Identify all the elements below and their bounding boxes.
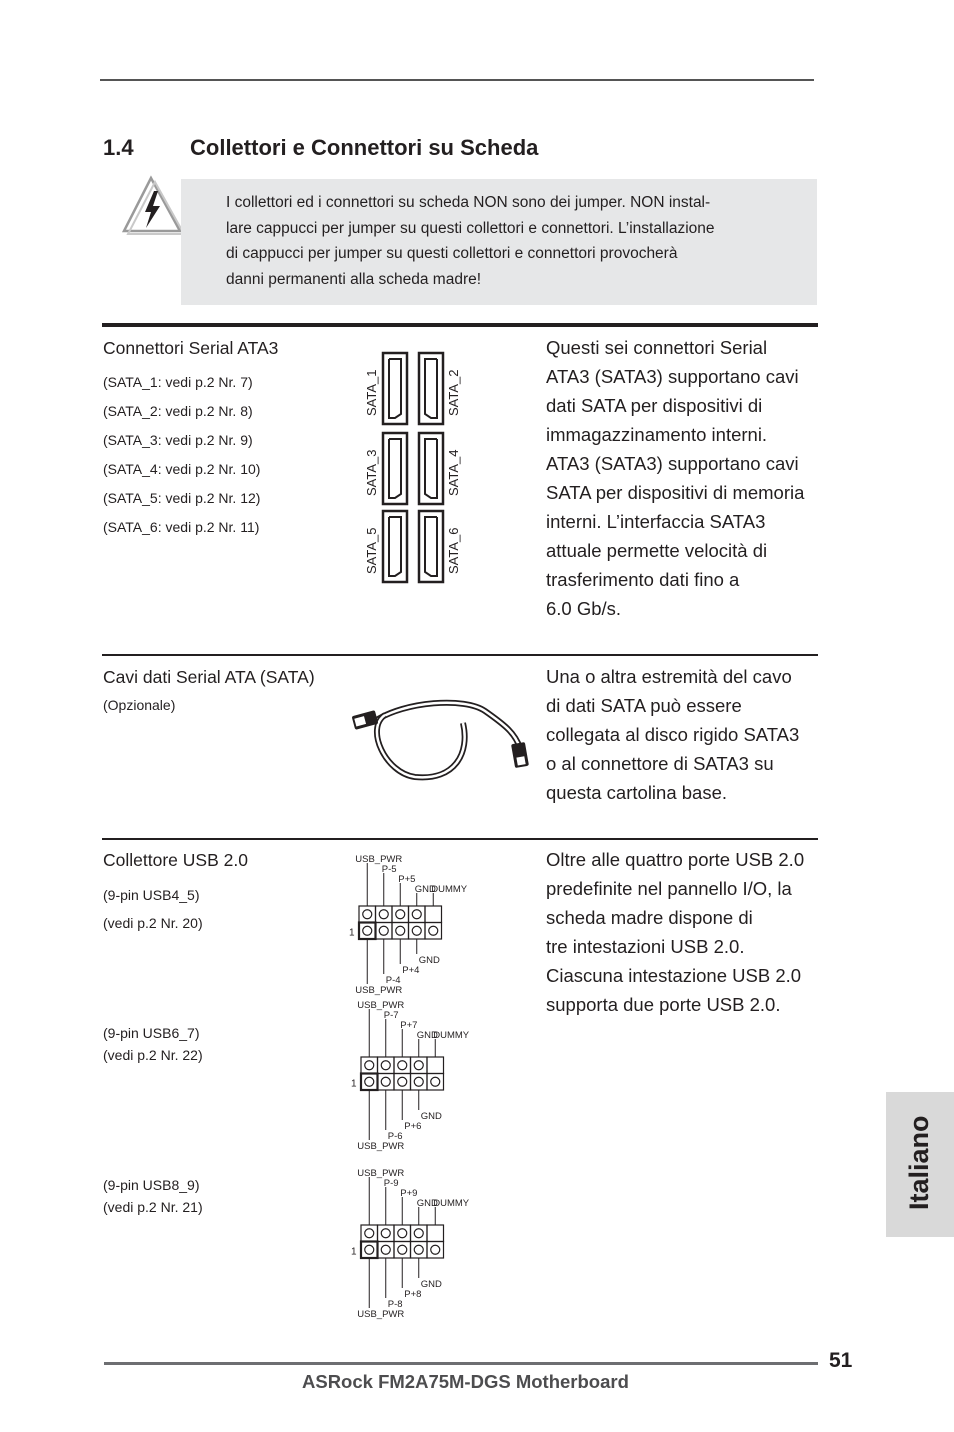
sata-ref: (SATA_6: vedi p.2 Nr. 11) — [103, 519, 260, 535]
usb-pin — [398, 1229, 407, 1238]
usb-pin-cell — [376, 923, 393, 940]
usb-pin-label: P+8 — [404, 1289, 422, 1300]
usb-pin-label: DUMMY — [433, 1030, 470, 1041]
usb-pin-cell — [361, 1057, 378, 1074]
sata-description — [546, 333, 826, 623]
usb-ref: (9-pin USB6_7) — [103, 1025, 200, 1041]
usb-pin1-label: 1 — [349, 927, 355, 939]
usb-pin1-marker — [361, 1242, 378, 1259]
usb-pin-cell — [411, 1242, 428, 1259]
usb-pin — [414, 1077, 423, 1086]
page-number: 51 — [829, 1349, 853, 1372]
section-number: 1.4 — [103, 135, 134, 160]
usb-pin-label: USB_PWR — [357, 1309, 405, 1320]
sata-desc-line: Questi sei connettori Serial — [546, 337, 768, 358]
sata-refs — [103, 368, 260, 542]
usb-header-diagram-1 — [343, 854, 478, 996]
cable-desc-line: questa cartolina base. — [546, 782, 728, 803]
usb-pin-cell — [376, 906, 393, 923]
usb-pin-label: P+4 — [402, 965, 420, 976]
usb-pin-label: P-6 — [387, 1131, 403, 1142]
usb-pin-label: P-9 — [383, 1178, 399, 1189]
usb-pin-cell — [425, 906, 442, 923]
usb-pin-label: P-4 — [385, 975, 401, 986]
sata-ref: (SATA_2: vedi p.2 Nr. 8) — [103, 403, 253, 419]
usb-desc-line: supporta due porte USB 2.0. — [546, 994, 781, 1015]
usb-pin — [412, 926, 421, 935]
usb-pin-label: USB_PWR — [357, 1141, 405, 1152]
usb-pin-label: USB_PWR — [355, 985, 403, 996]
usb-pin — [379, 926, 388, 935]
usb-pin-cell — [427, 1242, 444, 1259]
warning-line: I collettori ed i connettori su scheda NON sono dei jumper. NON instal- — [226, 194, 711, 211]
usb-pin — [412, 910, 421, 919]
usb-pin — [398, 1061, 407, 1070]
usb-pin-label: DUMMY — [431, 884, 468, 895]
usb-ref: (vedi p.2 Nr. 21) — [103, 1199, 203, 1215]
usb-pin — [414, 1229, 423, 1238]
usb-pin — [365, 1077, 374, 1086]
sata-cable-image — [345, 693, 535, 785]
usb-pin-cell — [378, 1057, 395, 1074]
sata-ref: (SATA_4: vedi p.2 Nr. 10) — [103, 461, 261, 477]
usb-pin-cell — [359, 906, 376, 923]
usb-pin1-label: 1 — [351, 1078, 357, 1090]
sata-desc-line: immagazzinamento interni. — [546, 424, 768, 445]
sata-desc-line: 6.0 Gb/s. — [546, 598, 622, 619]
sata-desc-line: dati SATA per dispositivi di — [546, 395, 763, 416]
usb-pin-cell — [409, 906, 426, 923]
usb-header-2-ref — [103, 1022, 203, 1066]
warning-line: lare cappucci per jumper su questi collettori e connettori. L’installazione — [226, 219, 715, 237]
usb-header-diagram-3 — [345, 1168, 480, 1320]
usb-description — [546, 845, 831, 1019]
usb-pin — [398, 1077, 407, 1086]
usb-header-3-ref — [103, 1174, 203, 1218]
usb-pin-cell — [361, 1074, 378, 1091]
usb-pin-label: GND — [416, 1030, 438, 1041]
usb-pin-cell — [394, 1074, 411, 1091]
top-rule — [100, 79, 814, 81]
usb-pin-cell — [427, 1074, 444, 1091]
usb-pin-label: USB_PWR — [357, 1000, 405, 1011]
usb-pin-label: P+7 — [400, 1020, 418, 1031]
section-title: Collettori e Connettori su Scheda — [190, 135, 539, 160]
usb-pin-cell — [411, 1225, 428, 1242]
usb-pin — [365, 1061, 374, 1070]
footer-rule — [104, 1362, 818, 1365]
sata-port-6 — [419, 511, 443, 582]
usb-pin — [396, 910, 405, 919]
usb-title: Collettore USB 2.0 — [103, 850, 248, 870]
usb-pin — [381, 1077, 390, 1086]
usb-pin-label: P-5 — [381, 864, 397, 875]
warning-lightning-icon — [120, 176, 186, 236]
cable-title: Cavi dati Serial ATA (SATA) — [103, 667, 315, 687]
sata-desc-line: ATA3 (SATA3) supportano cavi — [546, 453, 799, 474]
sata-ref: (SATA_5: vedi p.2 Nr. 12) — [103, 490, 261, 506]
usb-pin-label: GND — [414, 884, 436, 895]
usb-pin-label: GND — [418, 955, 440, 966]
usb-pin-cell — [427, 1225, 444, 1242]
usb-desc-line: Oltre alle quattro porte USB 2.0 — [546, 849, 805, 870]
sata-desc-line: SATA per dispositivi di memoria — [546, 482, 805, 503]
usb-ref: (vedi p.2 Nr. 22) — [103, 1047, 203, 1063]
sata-label-6: SATA_6 — [446, 527, 461, 574]
language-side-tab — [886, 1092, 954, 1237]
usb-pin — [429, 926, 438, 935]
sata-port-4 — [419, 433, 443, 504]
usb-pin — [431, 1245, 440, 1254]
sata-title: Connettori Serial ATA3 — [103, 338, 279, 358]
usb-pin-cell — [394, 1242, 411, 1259]
sata-desc-line: interni. L’interfaccia SATA3 — [546, 511, 766, 532]
usb-desc-line: Ciascuna intestazione USB 2.0 — [546, 965, 802, 986]
usb-pin-cell — [394, 1057, 411, 1074]
usb-pin — [363, 910, 372, 919]
usb-pin — [414, 1245, 423, 1254]
usb-pin — [398, 1245, 407, 1254]
usb-pin-cell — [427, 1057, 444, 1074]
usb-pin-label: P+6 — [404, 1121, 422, 1132]
usb-pin — [431, 1077, 440, 1086]
warning-line: danni permanenti alla scheda madre! — [226, 270, 482, 288]
usb-header-1-ref — [103, 881, 203, 937]
cable-description — [546, 662, 826, 807]
usb-pin-label: P-7 — [383, 1010, 399, 1021]
sata-label-1: SATA_1 — [364, 369, 379, 416]
usb-pin-cell — [392, 923, 409, 940]
sata-connectors-diagram — [355, 348, 475, 588]
cable-desc-line: di dati SATA può essere — [546, 695, 742, 716]
usb-pin-cell — [378, 1074, 395, 1091]
usb-pin-cell — [378, 1242, 395, 1259]
usb-section-rule — [102, 838, 818, 840]
usb-pin-cell — [425, 923, 442, 940]
usb-desc-line: predefinite nel pannello I/O, la — [546, 878, 792, 899]
sata-port-2 — [419, 353, 443, 424]
footer-product: ASRock FM2A75M-DGS Motherboard — [302, 1371, 629, 1392]
sata-label-5: SATA_5 — [364, 527, 379, 574]
usb-pin — [414, 1061, 423, 1070]
usb-pin-label: GND — [416, 1198, 438, 1209]
usb-ref: (vedi p.2 Nr. 20) — [103, 915, 203, 931]
usb-ref: (9-pin USB4_5) — [103, 887, 200, 903]
usb-pin — [365, 1229, 374, 1238]
usb-pin-cell — [394, 1225, 411, 1242]
sata-desc-line: attuale permette velocità di — [546, 540, 768, 561]
warning-box — [181, 179, 817, 305]
sata-label-4: SATA_4 — [446, 449, 461, 496]
usb-pin1-marker — [361, 1074, 378, 1091]
cable-section-rule — [102, 654, 818, 656]
usb-ref: (9-pin USB8_9) — [103, 1177, 200, 1193]
sata-label-2: SATA_2 — [446, 369, 461, 416]
cable-desc-line: collegata al disco rigido SATA3 — [546, 724, 800, 745]
usb-pin-cell — [361, 1242, 378, 1259]
usb-pin — [381, 1061, 390, 1070]
usb-pin-cell — [411, 1057, 428, 1074]
warning-text — [226, 190, 751, 292]
usb-pin — [365, 1245, 374, 1254]
cable-desc-line: Una o altra estremità del cavo — [546, 666, 792, 687]
sata-desc-line: trasferimento dati fino a — [546, 569, 740, 590]
sata-port-1 — [383, 353, 407, 424]
usb-desc-line: tre intestazioni USB 2.0. — [546, 936, 745, 957]
usb-pin — [381, 1245, 390, 1254]
sata-port-5 — [383, 511, 407, 582]
warning-line: di cappucci per jumper su questi collettori e connettori provocherà — [226, 245, 678, 262]
usb-pin-cell — [411, 1074, 428, 1091]
usb-pin1-label: 1 — [351, 1246, 357, 1258]
usb-pin-label: P+9 — [400, 1188, 418, 1199]
usb-header-diagram-2 — [345, 1000, 480, 1152]
language-label: Italiano — [904, 1115, 934, 1210]
usb-pin-label: GND — [420, 1111, 442, 1122]
usb-pin-cell — [378, 1225, 395, 1242]
usb-pin — [396, 926, 405, 935]
usb-pin-cell — [392, 906, 409, 923]
usb-pin — [381, 1229, 390, 1238]
usb-pin — [379, 910, 388, 919]
sata-ref: (SATA_3: vedi p.2 Nr. 9) — [103, 432, 253, 448]
usb-pin-label: P+5 — [398, 874, 416, 885]
usb-pin-cell — [361, 1225, 378, 1242]
sata-port-3 — [383, 433, 407, 504]
usb-pin1-marker — [359, 923, 376, 940]
usb-pin-label: P-8 — [387, 1299, 403, 1310]
sata-label-3: SATA_3 — [364, 449, 379, 496]
usb-pin — [363, 926, 372, 935]
usb-pin-label: USB_PWR — [355, 854, 403, 865]
sata-section-rule — [102, 323, 818, 327]
cable-note: (Opzionale) — [103, 697, 176, 713]
usb-pin-label: USB_PWR — [357, 1168, 405, 1179]
usb-pin-label: GND — [420, 1279, 442, 1290]
usb-pin-cell — [359, 923, 376, 940]
usb-pin-label: DUMMY — [433, 1198, 470, 1209]
sata-ref: (SATA_1: vedi p.2 Nr. 7) — [103, 374, 253, 390]
sata-desc-line: ATA3 (SATA3) supportano cavi — [546, 366, 799, 387]
usb-pin-cell — [409, 923, 426, 940]
cable-desc-line: o al connettore di SATA3 su — [546, 753, 774, 774]
usb-desc-line: scheda madre dispone di — [546, 907, 753, 928]
